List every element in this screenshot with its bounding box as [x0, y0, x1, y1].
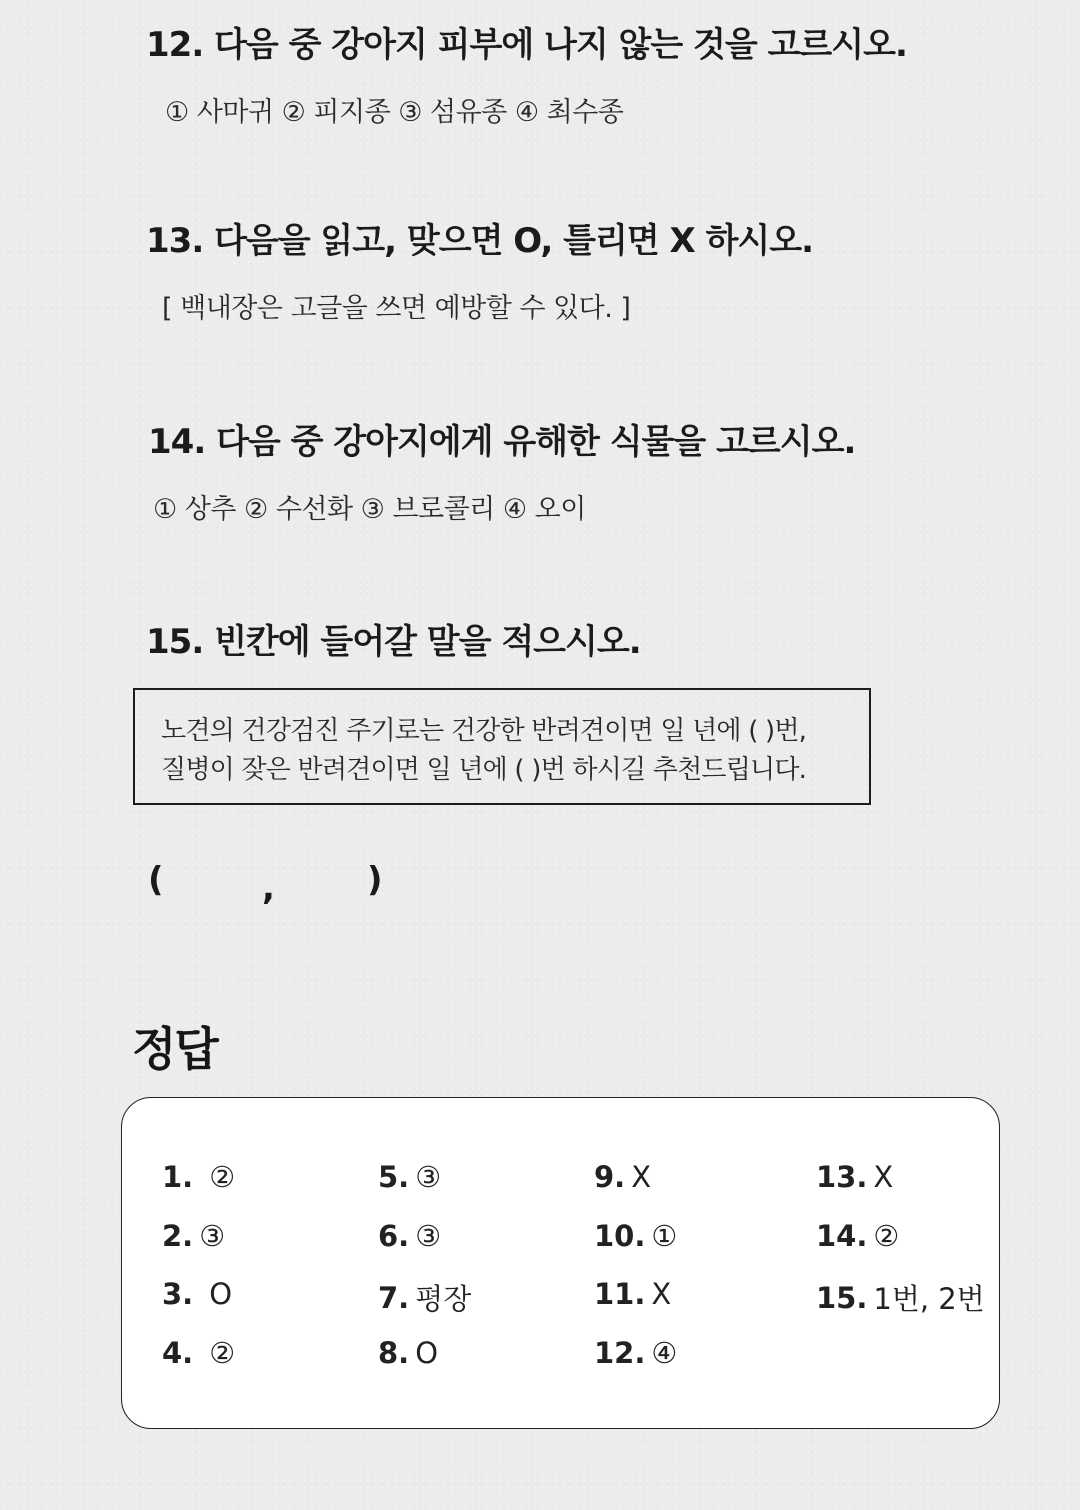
answer-number: 8.: [378, 1336, 410, 1370]
blank-box-line-1: 노견의 건강검진 주기로는 건강한 반려견이면 일 년에 ( )번,: [161, 716, 807, 746]
answers-title: 정답: [132, 1022, 217, 1076]
answer-value: 1번, 2번: [873, 1282, 985, 1316]
question-13-statement: [ 백내장은 고글을 쓰면 예방할 수 있다. ]: [162, 293, 631, 324]
answer-number: 15.: [816, 1280, 868, 1315]
answer-value: ①: [651, 1219, 678, 1253]
answer-value: ③: [199, 1219, 226, 1253]
answer-item: [594, 1160, 651, 1194]
question-14-options: ① 상추 ② 수선화 ③ 브로콜리 ④ 오이: [153, 494, 586, 525]
answer-item: [594, 1336, 677, 1370]
answer-number: 12.: [594, 1336, 646, 1370]
answer-item: [378, 1336, 438, 1370]
answer-value: ③: [415, 1160, 442, 1194]
answer-number: 1.: [162, 1160, 194, 1194]
answer-item: [378, 1160, 441, 1194]
answer-number: 14.: [816, 1219, 868, 1253]
answer-paren-comma: ,: [262, 868, 275, 908]
question-14-title: 14. 다음 중 강아지에게 유해한 식물을 고르시오.: [148, 422, 856, 462]
answer-value: X: [651, 1277, 672, 1311]
answer-value: ④: [651, 1336, 678, 1370]
answer-value: O: [209, 1277, 233, 1311]
answers-box: [121, 1097, 1000, 1429]
answer-item: [162, 1336, 235, 1370]
answer-number: 6.: [378, 1219, 410, 1253]
answer-number: 4.: [162, 1336, 194, 1370]
answer-number: 2.: [162, 1219, 194, 1253]
question-15-title: 15. 빈칸에 들어갈 말을 적으시오.: [146, 622, 641, 662]
fill-in-blank-box: [133, 688, 871, 805]
answer-item: [162, 1219, 225, 1253]
answer-item: [816, 1160, 893, 1194]
answer-item: [162, 1277, 232, 1311]
answer-item: [816, 1277, 985, 1318]
answer-number: 11.: [594, 1277, 646, 1311]
answer-item: [162, 1160, 235, 1194]
answer-number: 10.: [594, 1219, 646, 1253]
answer-value: 평장: [415, 1282, 472, 1316]
answer-paren-close: ): [367, 860, 383, 900]
answer-number: 7.: [378, 1280, 410, 1315]
answer-number: 13.: [816, 1160, 868, 1194]
question-12-title: 12. 다음 중 강아지 피부에 나지 않는 것을 고르시오.: [146, 25, 907, 65]
answer-item: [594, 1219, 677, 1253]
question-12-options: ① 사마귀 ② 피지종 ③ 섬유종 ④ 최수종: [165, 97, 624, 128]
answer-item: [378, 1219, 441, 1253]
answer-value: ②: [209, 1336, 236, 1370]
answer-value: ②: [209, 1160, 236, 1194]
answer-value: ③: [415, 1219, 442, 1253]
answer-item: [594, 1277, 671, 1311]
answer-value: O: [415, 1336, 439, 1370]
question-13-title: 13. 다음을 읽고, 맞으면 O, 틀리면 X 하시오.: [146, 221, 814, 261]
answer-value: X: [873, 1160, 894, 1194]
answer-number: 9.: [594, 1160, 626, 1194]
answer-paren-open: (: [148, 860, 164, 900]
blank-box-line-2: 질병이 잦은 반려견이면 일 년에 ( )번 하시길 추천드립니다.: [161, 755, 807, 785]
answer-item: [816, 1219, 899, 1253]
answer-value: X: [631, 1160, 652, 1194]
answer-value: ②: [873, 1219, 900, 1253]
answer-item: [378, 1277, 471, 1318]
answer-number: 5.: [378, 1160, 410, 1194]
answer-number: 3.: [162, 1277, 194, 1311]
